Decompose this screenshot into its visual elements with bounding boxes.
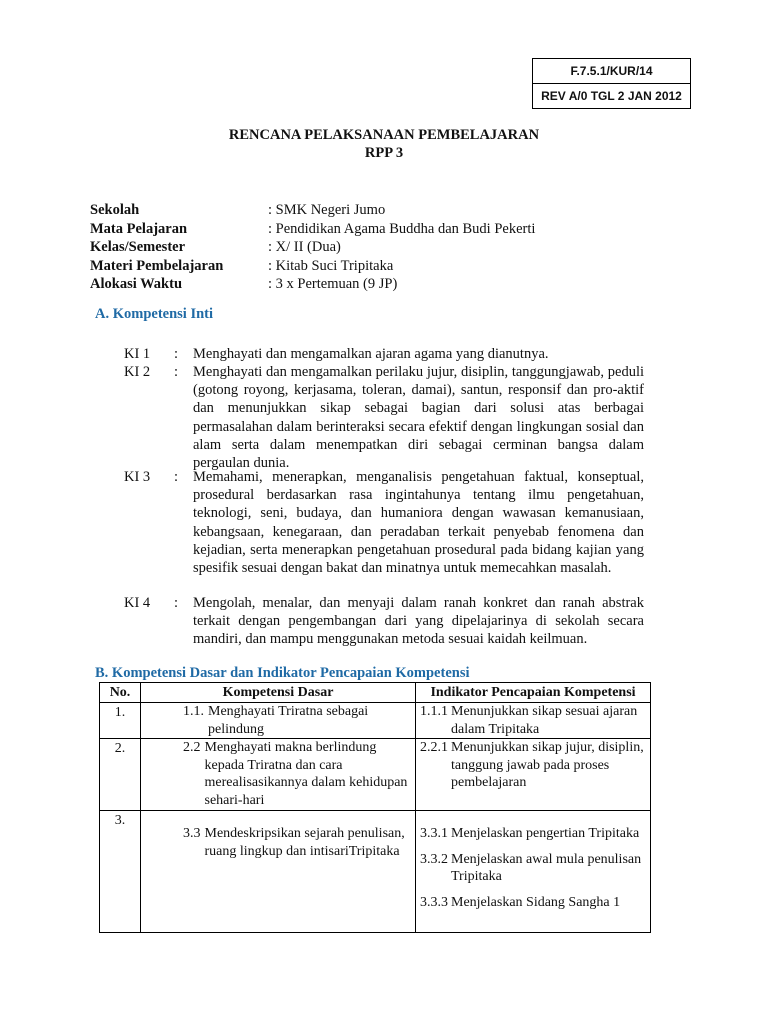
indicator-item (420, 851, 646, 886)
indicator-text: Menunjukkan sikap sesuai ajaran dalam Tripitaka (451, 704, 638, 737)
ki-item-1 (124, 345, 644, 363)
table-row (100, 811, 651, 933)
form-code-box (532, 58, 691, 109)
identity-row-school (90, 201, 535, 220)
header-kompetensi-dasar: Kompetensi Dasar (141, 683, 416, 703)
identity-label: Materi Pembelajaran (90, 257, 224, 274)
identity-label: Sekolah (90, 202, 140, 218)
kd-number: 1.1. (183, 704, 204, 719)
identity-row-class (90, 238, 535, 257)
kd-cell (141, 811, 416, 933)
ki-item-4 (124, 594, 644, 649)
identity-label: Kelas/Semester (90, 239, 186, 255)
indicator-text: Menunjukkan sikap jujur, disiplin, tanggung jawab pada proses pembelajaran (451, 740, 644, 790)
ki-colon: : (174, 346, 179, 362)
ki-text: Memahami, menerapkan, menganalisis pengetahuan faktual, konseptual, prosedural berdasarkan rasa ingintahunya tentang ilmu pengetahuan, teknologi, seni, budaya, dan humaniora dengan wawasan kemanusiaan, kebangsaan, kenegaraan, dan peradaban terkait penyebab fenomena dan kejadian, serta menerapkan pengetahuan prosedural pada bidang kajian yang spesifik sesuai dengan bakat dan minatnya untuk memecahkan masalah. (193, 469, 644, 577)
indicator-cell (416, 739, 651, 811)
row-number: 3. (100, 811, 141, 933)
identity-row-time (90, 275, 535, 294)
indicator-item (420, 739, 646, 792)
ki-code: KI 2 (124, 364, 151, 380)
document-subtitle: RPP 3 (364, 145, 404, 161)
kd-cell (141, 703, 416, 739)
form-code-revision: REV A/0 TGL 2 JAN 2012 (533, 83, 690, 108)
row-number: 1. (100, 703, 141, 739)
indicator-item (420, 825, 646, 843)
ki-colon: : (174, 595, 179, 611)
form-code-number: F.7.5.1/KUR/14 (570, 64, 653, 78)
indicator-number: 3.3.1 (420, 826, 448, 841)
table-row (100, 703, 651, 739)
indicator-number: 1.1.1 (420, 704, 448, 719)
indicator-text: Menjelaskan Sidang Sangha 1 (451, 894, 621, 910)
indicator-cell (416, 811, 651, 933)
identity-row-subject (90, 220, 535, 239)
ki-text: Menghayati dan mengamalkan perilaku jujur, disiplin, tanggungjawab, peduli (gotong royong, kerjasama, toleran, damai), santun, responsif dan pro-aktif dan menunjukkan sikap sebagai bagian dari solusi atas berbagai permasalahan dalam berinteraksi secara efektif dengan lingkungan sosial dan alam serta dalam menempatkan diri sebagai cerminan bangsa dalam pergaulan dunia. (193, 364, 644, 472)
indicator-number: 2.2.1 (420, 740, 448, 755)
ki-code: KI 1 (124, 346, 151, 362)
kd-cell (141, 739, 416, 811)
competency-table (99, 682, 651, 933)
kd-number: 3.3 (183, 826, 201, 841)
ki-colon: : (174, 364, 179, 380)
indicator-cell (416, 703, 651, 739)
section-b-heading: B. Kompetensi Dasar dan Indikator Pencapaian Kompetensi (95, 665, 470, 681)
section-a-heading: A. Kompetensi Inti (95, 306, 214, 322)
kd-number: 2.2 (183, 740, 201, 755)
kd-text: Mendeskripsikan sejarah penulisan, ruang lingkup dan intisariTripitaka (204, 826, 405, 859)
identity-value: : Pendidikan Agama Buddha dan Budi Pekerti (268, 220, 536, 237)
table-row (100, 739, 651, 811)
indicator-number: 3.3.3 (420, 894, 448, 910)
ki-item-3 (124, 468, 644, 577)
ki-code: KI 4 (124, 595, 151, 611)
ki-colon: : (174, 469, 179, 485)
identity-value: : 3 x Pertemuan (9 JP) (268, 276, 398, 292)
header-no: No. (100, 683, 141, 703)
indicator-item (420, 703, 646, 738)
kd-text: Menghayati Triratna sebagai pelindung (208, 704, 369, 737)
ki-text: Menghayati dan mengamalkan ajaran agama yang dianutnya. (193, 346, 549, 362)
identity-block (90, 201, 535, 294)
ki-item-2 (124, 363, 644, 472)
indicator-text: Menjelaskan awal mula penulisan Tripitaka (451, 851, 642, 884)
identity-label: Alokasi Waktu (90, 276, 183, 292)
identity-label: Mata Pelajaran (90, 220, 188, 237)
indicator-number: 3.3.2 (420, 851, 448, 867)
indicator-item (420, 894, 646, 912)
table-header-row (100, 683, 651, 703)
identity-value: : Kitab Suci Tripitaka (268, 257, 394, 274)
ki-code: KI 3 (124, 469, 151, 485)
indicator-text: Menjelaskan pengertian Tripitaka (451, 826, 640, 841)
kd-text: Menghayati makna berlindung kepada Triratna dan cara merealisasikannya dalam kehidupan sehari-hari (204, 740, 408, 808)
document-title: RENCANA PELAKSANAAN PEMBELAJARAN (228, 127, 540, 143)
identity-value: : SMK Negeri Jumo (268, 202, 386, 218)
header-indikator: Indikator Pencapaian Kompetensi (416, 683, 651, 703)
ki-text: Mengolah, menalar, dan menyaji dalam ranah konkret dan ranah abstrak terkait dengan pengembangan dari yang dipelajarinya di sekolah secara mandiri, dan mampu menggunakan metoda sesuai kaidah keilmuan. (193, 595, 644, 648)
identity-row-material (90, 257, 535, 276)
row-number: 2. (100, 739, 141, 811)
identity-value: : X/ II (Dua) (268, 239, 341, 255)
